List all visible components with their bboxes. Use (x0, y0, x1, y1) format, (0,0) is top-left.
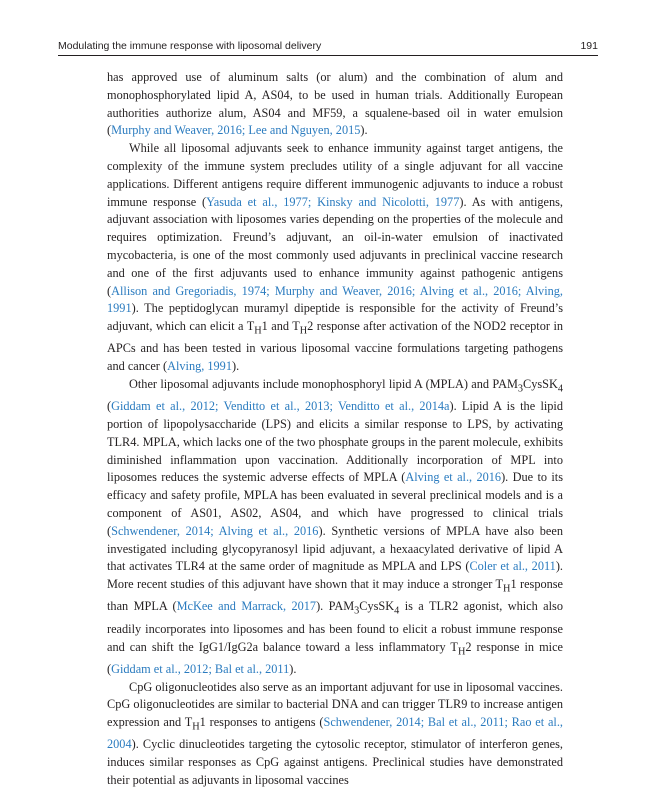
citation-link[interactable]: Alving et al., 2016 (405, 470, 502, 485)
text-run: is a TLR2 agonist, which also readily incorporates into liposomes and has been found to elicit a robust immune response and can shift the IgG1/IgG2a balance toward a less inflammatory T (107, 599, 563, 654)
text-run: ). More recent studies of this adjuvant have shown that it may induce a stronger T (107, 559, 563, 592)
citation-link[interactable]: Giddam et al., 2012; Venditto et al., 2013; Venditto et al., 2014a (111, 399, 450, 414)
subscript: H (503, 583, 511, 595)
subscript: 4 (557, 383, 563, 395)
running-header (58, 40, 598, 54)
text-run: 2 response in mice ( (107, 639, 563, 676)
text-run: ). (289, 661, 297, 676)
paragraph-1 (107, 69, 563, 140)
citation-link[interactable]: Coler et al., 2011 (469, 559, 556, 574)
text-run: CysSK (359, 599, 395, 614)
text-run: CysSK (523, 377, 558, 391)
text-run: CpG oligonucleotides also serve as an important adjuvant for use in liposomal vaccines. CpG oligonucleotides are similar to bacterial DNA and can trigger TLR9 to increase antigen expression and T (107, 679, 563, 730)
citation-link[interactable]: Murphy and Weaver, 2016; Lee and Nguyen, 2015 (111, 123, 361, 138)
header-rule (58, 55, 598, 56)
paragraph-2 (107, 140, 563, 376)
text-run: ( (107, 399, 112, 414)
text-run: ). The peptidoglycan muramyl dipeptide is responsible for the activity of Freund’s adjuvant, which can elicit a T (107, 301, 563, 334)
paragraph-3 (107, 376, 563, 679)
text-run: has approved use of aluminum salts (or alum) and the combination of alum and monophosphorylated lipid A, AS04, to be used in human trials. Additionally European authorities authorize alum, AS04 and MF59, a squalene-based oil in water emulsion ( (107, 70, 563, 138)
citation-link[interactable]: Giddam et al., 2012; Bal et al., 2011 (111, 661, 290, 676)
subscript: 3 (517, 383, 524, 395)
running-title: Modulating the immune response with liposomal delivery (58, 40, 322, 52)
text-run: ). (231, 359, 240, 374)
subscript: 4 (394, 605, 400, 617)
text-run: 1 and T (261, 319, 300, 334)
text-run: 1 responses to antigens ( (199, 715, 324, 730)
subscript: 3 (354, 605, 360, 617)
text-run: ). Synthetic versions of MPLA have also been investigated including glycopyranosyl lipid adjuvant, a hexaacylated derivative of lipid A that activates TLR4 at the same order of magnitude as MPLA and LPS ( (107, 523, 563, 574)
citation-link[interactable]: Yasuda et al., 1977; Kinsky and Nicolotti, 1977 (206, 194, 460, 209)
text-run: ). (360, 123, 368, 138)
paragraph-4 (107, 679, 563, 790)
citation-link[interactable]: Alving, 1991 (167, 359, 232, 374)
subscript: H (192, 721, 200, 733)
citation-link[interactable]: Schwendener, 2014; Bal et al., 2011; Rao et al., 2004 (107, 715, 563, 752)
text-run: ). Lipid A is the lipid portion of lipopolysaccharide (LPS) and elicits a similar response to LPS, by activating TLR4. MPLA, which lacks one of the two phosphate groups in the parent molecule, exhibits diminished inflammation upon vaccination. Additionally incorporation of MPL into liposomes reduces the systemic adverse effects of MPLA ( (107, 399, 563, 485)
page-number: 191 (580, 40, 598, 52)
citation-link[interactable]: McKee and Marrack, 2017 (176, 599, 317, 614)
text-run: While all liposomal adjuvants seek to enhance immunity against target antigens, the complexity of the immune system precludes utility of a single adjuvant for all vaccine applications. Different antigens require different immunogenic adjuvants to induce a robust immune response ( (107, 141, 563, 209)
subscript: H (254, 325, 262, 337)
citation-link[interactable]: Schwendener, 2014; Alving et al., 2016 (111, 523, 319, 538)
subscript: H (299, 325, 308, 337)
text-run: Other liposomal adjuvants include monophosphoryl lipid A (MPLA) and PAM (129, 377, 518, 391)
text-run: ). Cyclic dinucleotides targeting the cytosolic receptor, stimulator of interferon genes, induces similar responses as CpG against antigens. Preclinical studies have demonstrated their potential as adjuvants in liposomal vaccines (107, 737, 563, 787)
text-run: ). As with antigens, adjuvant association with liposomes varies depending on the properties of the molecule and requires optimization. Freund’s adjuvant, an oil-in-water emulsion of inactivated mycobacteria, is one of the most commonly used adjuvants in preclinical vaccine research and one of the first adjuvants used to enhance immunity against pathogenic antigens ( (107, 194, 563, 298)
text-run: ). PAM (316, 599, 355, 614)
citation-link[interactable]: Allison and Gregoriadis, 1974; Murphy and Weaver, 2016; Alving et al., 2016; Alving, 1991 (107, 283, 563, 316)
text-run: 2 response after activation of the NOD2 receptor in APCs and has been tested in various liposomal vaccine formulations targeting pathogens and cancer ( (107, 319, 564, 374)
text-run: ). Due to its efficacy and safety profile, MPLA has been evaluated in several preclinical models and is a component of AS01, AS02, AS04, and which have progressed to clinical trials ( (107, 470, 564, 538)
body-text (107, 69, 563, 790)
subscript: H (457, 645, 466, 657)
text-run: 1 response than MPLA ( (107, 577, 564, 614)
